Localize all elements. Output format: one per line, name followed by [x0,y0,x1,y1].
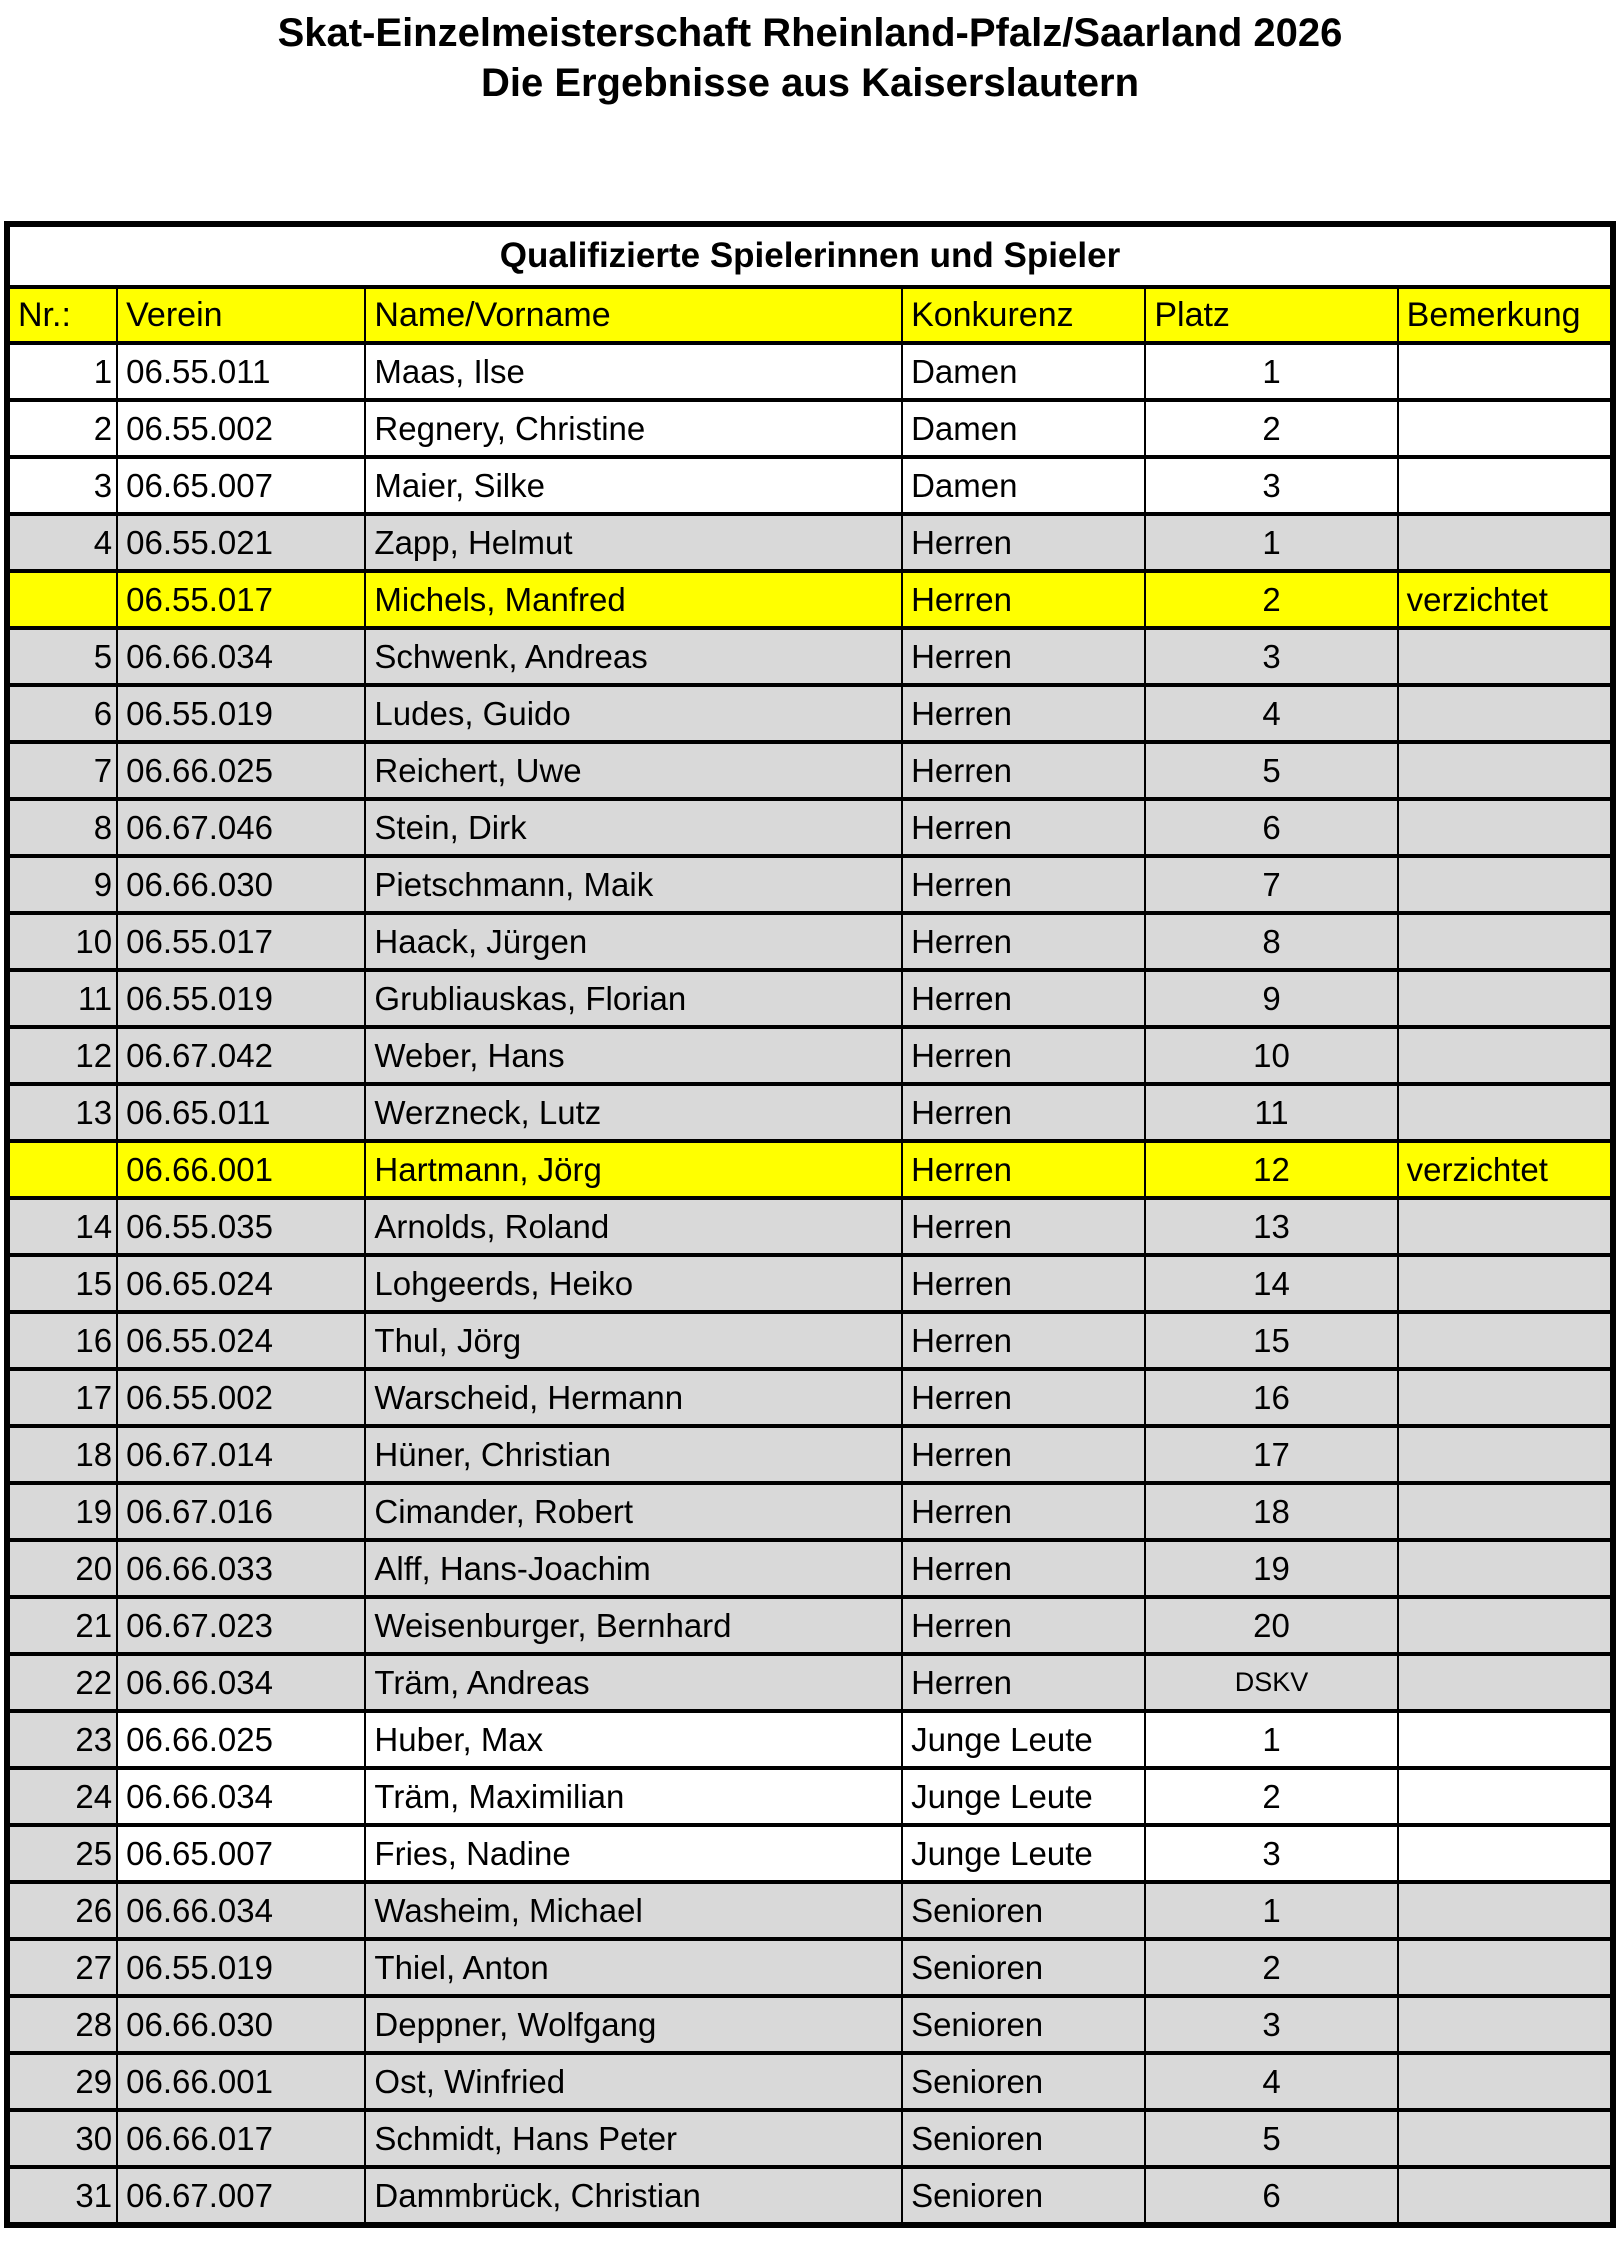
cell-platz: 6 [1145,2167,1397,2225]
cell-name: Lohgeerds, Heiko [365,1255,902,1312]
cell-nr: 17 [7,1369,117,1426]
cell-platz: 2 [1145,571,1397,628]
cell-nr: 9 [7,856,117,913]
cell-nr: 3 [7,457,117,514]
cell-name: Schmidt, Hans Peter [365,2110,902,2167]
table-row [7,1255,1613,1312]
cell-name: Ludes, Guido [365,685,902,742]
cell-name: Pietschmann, Maik [365,856,902,913]
column-header-bemerkung: Bemerkung [1398,287,1613,343]
cell-platz: 3 [1145,1996,1397,2053]
cell-bemerkung [1398,1939,1613,1996]
cell-bemerkung: verzichtet [1398,1141,1613,1198]
cell-name: Reichert, Uwe [365,742,902,799]
cell-bemerkung [1398,1426,1613,1483]
table-row [7,1198,1613,1255]
cell-bemerkung [1398,1198,1613,1255]
cell-name: Cimander, Robert [365,1483,902,1540]
cell-name: Arnolds, Roland [365,1198,902,1255]
cell-platz: 8 [1145,913,1397,970]
table-row [7,343,1613,400]
cell-bemerkung [1398,1597,1613,1654]
cell-nr: 16 [7,1312,117,1369]
cell-verein: 06.66.001 [117,1141,365,1198]
table-row [7,2167,1613,2225]
cell-nr: 18 [7,1426,117,1483]
cell-bemerkung [1398,1882,1613,1939]
cell-bemerkung: verzichtet [1398,571,1613,628]
cell-verein: 06.66.025 [117,1711,365,1768]
cell-name: Maas, Ilse [365,343,902,400]
cell-platz: 3 [1145,1825,1397,1882]
cell-name: Thiel, Anton [365,1939,902,1996]
cell-bemerkung [1398,2167,1613,2225]
cell-konkurenz: Senioren [902,1882,1145,1939]
column-header-platz: Platz [1145,287,1397,343]
cell-konkurenz: Herren [902,1426,1145,1483]
cell-name: Hüner, Christian [365,1426,902,1483]
cell-bemerkung [1398,628,1613,685]
cell-name: Huber, Max [365,1711,902,1768]
cell-nr: 8 [7,799,117,856]
cell-bemerkung [1398,1768,1613,1825]
cell-konkurenz: Herren [902,685,1145,742]
column-header-nr: Nr.: [7,287,117,343]
table-row [7,1540,1613,1597]
table-row [7,1768,1613,1825]
cell-bemerkung [1398,343,1613,400]
cell-konkurenz: Senioren [902,2053,1145,2110]
table-row [7,1939,1613,1996]
cell-verein: 06.55.002 [117,1369,365,1426]
cell-konkurenz: Damen [902,457,1145,514]
table-row [7,799,1613,856]
cell-verein: 06.55.011 [117,343,365,400]
cell-verein: 06.66.033 [117,1540,365,1597]
table-row [7,457,1613,514]
cell-verein: 06.66.034 [117,1654,365,1711]
results-tbody [7,343,1613,2225]
cell-bemerkung [1398,1654,1613,1711]
cell-nr: 20 [7,1540,117,1597]
cell-platz: 9 [1145,970,1397,1027]
cell-name: Deppner, Wolfgang [365,1996,902,2053]
cell-nr: 26 [7,1882,117,1939]
cell-konkurenz: Senioren [902,2110,1145,2167]
page-subtitle: Die Ergebnisse aus Kaiserslautern [480,61,1140,105]
cell-verein: 06.55.024 [117,1312,365,1369]
cell-verein: 06.66.017 [117,2110,365,2167]
table-row [7,1426,1613,1483]
cell-bemerkung [1398,1027,1613,1084]
table-row [7,685,1613,742]
cell-verein: 06.66.034 [117,1882,365,1939]
cell-name: Regnery, Christine [365,400,902,457]
cell-verein: 06.65.024 [117,1255,365,1312]
cell-platz: 5 [1145,2110,1397,2167]
cell-konkurenz: Herren [902,856,1145,913]
cell-bemerkung [1398,457,1613,514]
cell-konkurenz: Junge Leute [902,1768,1145,1825]
cell-nr: 19 [7,1483,117,1540]
cell-platz: 1 [1145,343,1397,400]
cell-verein: 06.66.030 [117,856,365,913]
cell-verein: 06.55.021 [117,514,365,571]
table-row [7,1882,1613,1939]
cell-platz: 13 [1145,1198,1397,1255]
cell-bemerkung [1398,856,1613,913]
cell-platz: 12 [1145,1141,1397,1198]
table-row [7,400,1613,457]
cell-verein: 06.65.007 [117,1825,365,1882]
cell-konkurenz: Herren [902,1084,1145,1141]
cell-nr: 31 [7,2167,117,2225]
table-row [7,2053,1613,2110]
table-row [7,1141,1613,1198]
cell-verein: 06.55.019 [117,1939,365,1996]
cell-bemerkung [1398,1996,1613,2053]
cell-bemerkung [1398,1369,1613,1426]
cell-platz: 2 [1145,1939,1397,1996]
cell-nr: 6 [7,685,117,742]
cell-konkurenz: Herren [902,970,1145,1027]
column-header-row [7,287,1613,343]
cell-konkurenz: Herren [902,1483,1145,1540]
cell-name: Warscheid, Hermann [365,1369,902,1426]
cell-bemerkung [1398,2053,1613,2110]
cell-platz: 11 [1145,1084,1397,1141]
cell-konkurenz: Herren [902,1255,1145,1312]
cell-konkurenz: Herren [902,1597,1145,1654]
cell-name: Haack, Jürgen [365,913,902,970]
cell-konkurenz: Herren [902,1198,1145,1255]
cell-name: Werzneck, Lutz [365,1084,902,1141]
cell-bemerkung [1398,799,1613,856]
cell-platz: 1 [1145,1882,1397,1939]
cell-bemerkung [1398,1312,1613,1369]
table-row [7,1027,1613,1084]
cell-bemerkung [1398,685,1613,742]
cell-bemerkung [1398,1711,1613,1768]
cell-konkurenz: Herren [902,1540,1145,1597]
caption-row [7,224,1613,287]
cell-platz: 18 [1145,1483,1397,1540]
page-title: Skat-Einzelmeisterschaft Rheinland-Pfalz/Saarland 2026 [277,11,1343,55]
cell-bemerkung [1398,970,1613,1027]
cell-name: Michels, Manfred [365,571,902,628]
cell-nr: 15 [7,1255,117,1312]
cell-nr: 30 [7,2110,117,2167]
cell-platz: 1 [1145,1711,1397,1768]
cell-konkurenz: Herren [902,1027,1145,1084]
cell-platz: 15 [1145,1312,1397,1369]
cell-nr: 1 [7,343,117,400]
table-row [7,913,1613,970]
table-row [7,742,1613,799]
table-caption: Qualifizierte Spielerinnen und Spieler [7,224,1613,287]
cell-platz: 2 [1145,1768,1397,1825]
table-row [7,1084,1613,1141]
cell-konkurenz: Herren [902,1369,1145,1426]
cell-platz: 17 [1145,1426,1397,1483]
cell-name: Ost, Winfried [365,2053,902,2110]
cell-konkurenz: Herren [902,514,1145,571]
cell-nr: 7 [7,742,117,799]
results-table [4,221,1616,2228]
cell-verein: 06.67.016 [117,1483,365,1540]
table-row [7,1825,1613,1882]
cell-nr: 10 [7,913,117,970]
cell-verein: 06.66.030 [117,1996,365,2053]
cell-name: Stein, Dirk [365,799,902,856]
table-row [7,571,1613,628]
cell-konkurenz: Herren [902,1141,1145,1198]
cell-bemerkung [1398,400,1613,457]
cell-verein: 06.66.025 [117,742,365,799]
cell-platz: 3 [1145,628,1397,685]
cell-nr: 25 [7,1825,117,1882]
cell-bemerkung [1398,1540,1613,1597]
cell-verein: 06.55.019 [117,685,365,742]
table-row [7,1483,1613,1540]
table-row [7,1369,1613,1426]
cell-platz: 4 [1145,2053,1397,2110]
cell-konkurenz: Damen [902,343,1145,400]
cell-name: Schwenk, Andreas [365,628,902,685]
cell-konkurenz: Herren [902,1654,1145,1711]
cell-platz: 4 [1145,685,1397,742]
cell-nr: 14 [7,1198,117,1255]
cell-bemerkung [1398,1255,1613,1312]
cell-nr: 13 [7,1084,117,1141]
cell-verein: 06.65.007 [117,457,365,514]
cell-nr: 29 [7,2053,117,2110]
cell-nr: 24 [7,1768,117,1825]
cell-nr: 5 [7,628,117,685]
cell-name: Träm, Andreas [365,1654,902,1711]
cell-nr: 4 [7,514,117,571]
cell-verein: 06.67.007 [117,2167,365,2225]
cell-konkurenz: Senioren [902,1996,1145,2053]
column-header-konkurenz: Konkurenz [902,287,1145,343]
table-row [7,856,1613,913]
table-head [7,224,1613,343]
cell-nr: 22 [7,1654,117,1711]
cell-konkurenz: Senioren [902,2167,1145,2225]
cell-bemerkung [1398,2110,1613,2167]
cell-konkurenz: Senioren [902,1939,1145,1996]
cell-nr: 12 [7,1027,117,1084]
cell-name: Hartmann, Jörg [365,1141,902,1198]
cell-konkurenz: Junge Leute [902,1711,1145,1768]
cell-name: Washeim, Michael [365,1882,902,1939]
cell-platz: DSKV [1145,1654,1397,1711]
cell-name: Weber, Hans [365,1027,902,1084]
table-row [7,1996,1613,2053]
cell-name: Alff, Hans-Joachim [365,1540,902,1597]
cell-verein: 06.66.034 [117,628,365,685]
cell-name: Grubliauskas, Florian [365,970,902,1027]
cell-nr: 2 [7,400,117,457]
cell-nr: 27 [7,1939,117,1996]
table-row [7,1597,1613,1654]
cell-konkurenz: Herren [902,799,1145,856]
cell-nr: 21 [7,1597,117,1654]
table-row [7,1711,1613,1768]
cell-verein: 06.66.001 [117,2053,365,2110]
cell-bemerkung [1398,913,1613,970]
cell-verein: 06.55.002 [117,400,365,457]
cell-konkurenz: Herren [902,628,1145,685]
cell-verein: 06.55.017 [117,913,365,970]
cell-platz: 7 [1145,856,1397,913]
cell-verein: 06.66.034 [117,1768,365,1825]
cell-name: Dammbrück, Christian [365,2167,902,2225]
cell-platz: 19 [1145,1540,1397,1597]
cell-verein: 06.55.035 [117,1198,365,1255]
column-header-name: Name/Vorname [365,287,902,343]
cell-platz: 10 [1145,1027,1397,1084]
cell-name: Maier, Silke [365,457,902,514]
column-header-verein: Verein [117,287,365,343]
cell-nr: 11 [7,970,117,1027]
cell-konkurenz: Herren [902,913,1145,970]
table-row [7,514,1613,571]
cell-platz: 5 [1145,742,1397,799]
table-row [7,1312,1613,1369]
table-row [7,628,1613,685]
cell-verein: 06.55.017 [117,571,365,628]
cell-konkurenz: Damen [902,400,1145,457]
cell-name: Träm, Maximilian [365,1768,902,1825]
cell-konkurenz: Junge Leute [902,1825,1145,1882]
cell-nr: 23 [7,1711,117,1768]
cell-platz: 16 [1145,1369,1397,1426]
cell-bemerkung [1398,1084,1613,1141]
cell-nr [7,571,117,628]
cell-nr [7,1141,117,1198]
cell-verein: 06.67.014 [117,1426,365,1483]
cell-konkurenz: Herren [902,571,1145,628]
cell-bemerkung [1398,742,1613,799]
cell-platz: 20 [1145,1597,1397,1654]
cell-platz: 2 [1145,400,1397,457]
cell-platz: 14 [1145,1255,1397,1312]
cell-konkurenz: Herren [902,742,1145,799]
cell-bemerkung [1398,1825,1613,1882]
table-row [7,970,1613,1027]
cell-name: Thul, Jörg [365,1312,902,1369]
cell-platz: 6 [1145,799,1397,856]
cell-verein: 06.65.011 [117,1084,365,1141]
cell-nr: 28 [7,1996,117,2053]
cell-name: Weisenburger, Bernhard [365,1597,902,1654]
page-header [0,10,1620,106]
table-row [7,1654,1613,1711]
cell-verein: 06.67.046 [117,799,365,856]
cell-name: Zapp, Helmut [365,514,902,571]
cell-verein: 06.67.042 [117,1027,365,1084]
table-row [7,2110,1613,2167]
cell-bemerkung [1398,514,1613,571]
cell-konkurenz: Herren [902,1312,1145,1369]
cell-verein: 06.55.019 [117,970,365,1027]
cell-verein: 06.67.023 [117,1597,365,1654]
cell-platz: 1 [1145,514,1397,571]
cell-name: Fries, Nadine [365,1825,902,1882]
cell-bemerkung [1398,1483,1613,1540]
cell-platz: 3 [1145,457,1397,514]
